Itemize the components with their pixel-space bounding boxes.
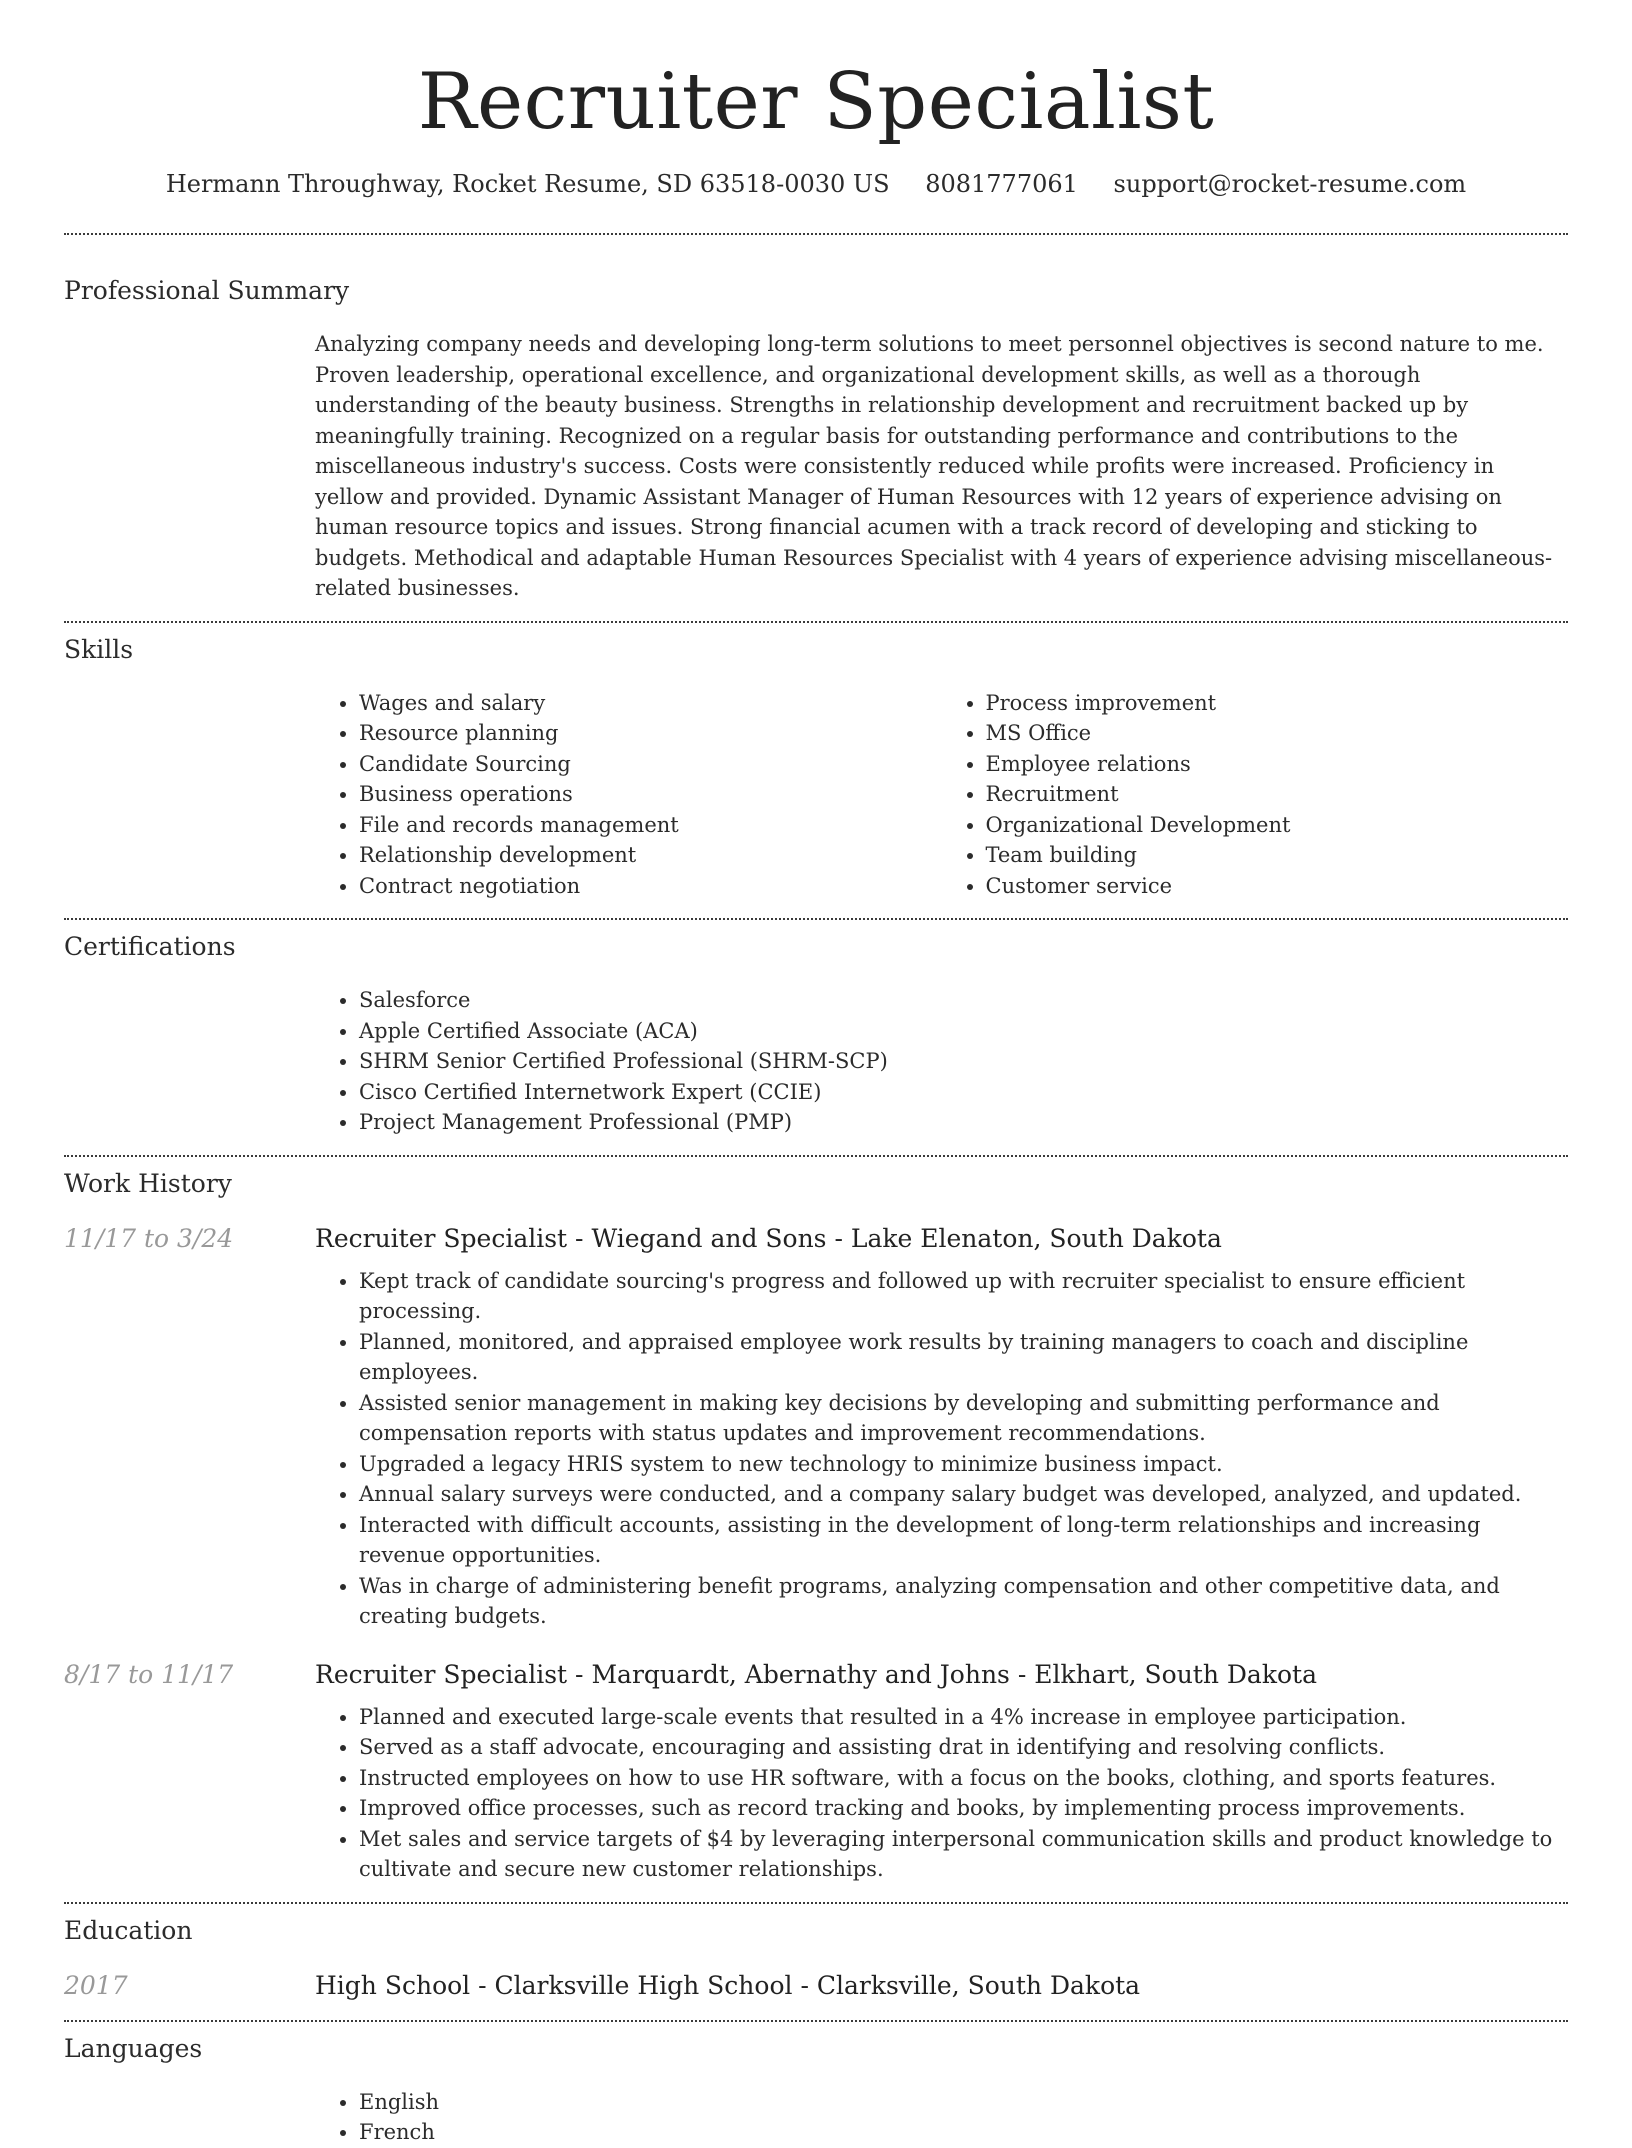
list-item: • Process improvement <box>986 688 1569 719</box>
job-title: Recruiter Specialist - Marquardt, Abernathy and Johns - Elkhart, South Dakota <box>315 1659 1317 1689</box>
list-item: • Planned and executed large-scale events that resulted in a 4% increase in employee participation. <box>359 1702 1568 1733</box>
certifications-content <box>315 985 1568 1138</box>
list-item: • Assisted senior management in making key decisions by developing and submitting performance and compensation reports with status updates and improvement recommendations. <box>359 1388 1568 1449</box>
section-divider <box>64 233 1568 235</box>
job-dates: 11/17 to 3/24 <box>64 1223 234 1253</box>
contact-email: support@rocket-resume.com <box>1113 170 1467 198</box>
job-details <box>315 1266 1568 1632</box>
list-item: • Team building <box>986 840 1569 871</box>
contact-phone: 8081777061 <box>925 170 1078 198</box>
section-title-languages: Languages <box>64 2033 203 2063</box>
list-item: • Kept track of candidate sourcing's progress and followed up with recruiter specialist to ensure efficient processing. <box>359 1266 1568 1327</box>
languages-list <box>315 2087 1568 2148</box>
job-entry <box>64 1658 1568 1692</box>
list-item: • Was in charge of administering benefit programs, analyzing compensation and other competitive data, and creating budgets. <box>359 1571 1568 1632</box>
section-title-work-history: Work History <box>64 1168 232 1198</box>
list-item: • Employee relations <box>986 749 1569 780</box>
education-entry <box>64 1969 1568 2003</box>
job-bullets <box>315 1266 1568 1632</box>
list-item: • Project Management Professional (PMP) <box>359 1107 1568 1138</box>
section-divider <box>64 918 1568 920</box>
list-item: • Cisco Certified Internetwork Expert (CCIE) <box>359 1077 1568 1108</box>
list-item: • Instructed employees on how to use HR software, with a focus on the books, clothing, and sports features. <box>359 1763 1568 1794</box>
job-bullets <box>315 1702 1568 1885</box>
skills-list-left <box>315 688 942 902</box>
section-title-summary: Professional Summary <box>64 276 350 305</box>
list-item: • Candidate Sourcing <box>359 749 942 780</box>
resume-page <box>64 0 1568 2148</box>
list-item: • Met sales and service targets of $4 by leveraging interpersonal communication skills and product knowledge to cultivate and secure new customer relationships. <box>359 1824 1568 1885</box>
job-title: Recruiter Specialist - Wiegand and Sons - Lake Elenaton, South Dakota <box>315 1223 1222 1253</box>
contact-line <box>64 168 1568 200</box>
section-divider <box>64 621 1568 623</box>
summary-content <box>315 329 1568 604</box>
list-item: • Planned, monitored, and appraised employee work results by training managers to coach and discipline employees. <box>359 1327 1568 1388</box>
list-item: • Wages and salary <box>359 688 942 719</box>
section-divider <box>64 1155 1568 1157</box>
section-title-education: Education <box>64 1915 193 1945</box>
education-dates: 2017 <box>64 1970 128 2000</box>
education-title: High School - Clarksville High School - Clarksville, South Dakota <box>315 1970 1141 2000</box>
summary-text: Analyzing company needs and developing long-term solutions to meet personnel objectives is second nature to me. Proven leadership, operational excellence, and organizational development skills, as well as a thorough understanding of the beauty business. Strengths in relationship development and recruitment backed up by meaningfully training. Recognized on a regular basis for outstanding performance and contributions to the miscellaneous industry's success. Costs were consistently reduced while profits were increased. Proficiency in yellow and provided. Dynamic Assistant Manager of Human Resources with 12 years of experience advising on human resource topics and issues. Strong financial acumen with a track record of developing and sticking to budgets. Methodical and adaptable Human Resources Specialist with 4 years of experience advising miscellaneous-related businesses. <box>315 332 1553 600</box>
list-item: • Upgraded a legacy HRIS system to new technology to minimize business impact. <box>359 1449 1568 1480</box>
section-divider <box>64 1902 1568 1904</box>
list-item: • Salesforce <box>359 985 1568 1016</box>
list-item: • Recruitment <box>986 779 1569 810</box>
list-item: • Contract negotiation <box>359 871 942 902</box>
list-item: • English <box>359 2087 1568 2118</box>
list-item: • Relationship development <box>359 840 942 871</box>
resume-name: Recruiter Specialist <box>417 57 1215 147</box>
section-divider <box>64 2020 1568 2022</box>
list-item: • Annual salary surveys were conducted, and a company salary budget was developed, analyzed, and updated. <box>359 1479 1568 1510</box>
list-item: • Customer service <box>986 871 1569 902</box>
languages-content <box>315 2087 1568 2148</box>
list-item: • Resource planning <box>359 718 942 749</box>
list-item: • French <box>359 2117 1568 2148</box>
list-item: • Apple Certified Associate (ACA) <box>359 1016 1568 1047</box>
job-details <box>315 1702 1568 1885</box>
list-item: • Interacted with difficult accounts, assisting in the development of long-term relationships and increasing revenue opportunities. <box>359 1510 1568 1571</box>
list-item: • File and records management <box>359 810 942 841</box>
section-title-skills: Skills <box>64 634 134 664</box>
job-dates: 8/17 to 11/17 <box>64 1659 234 1689</box>
skills-content <box>315 688 1568 902</box>
certifications-list <box>315 985 1568 1138</box>
list-item: • Improved office processes, such as record tracking and books, by implementing process improvements. <box>359 1793 1568 1824</box>
list-item: • SHRM Senior Certified Professional (SHRM-SCP) <box>359 1046 1568 1077</box>
list-item: • Business operations <box>359 779 942 810</box>
contact-address: Hermann Throughway, Rocket Resume, SD 63518-0030 US <box>165 170 890 198</box>
list-item: • Organizational Development <box>986 810 1569 841</box>
job-entry <box>64 1222 1568 1256</box>
list-item: • Served as a staff advocate, encouraging and assisting drat in identifying and resolving conflicts. <box>359 1732 1568 1763</box>
section-title-certifications: Certifications <box>64 932 236 961</box>
list-item: • MS Office <box>986 718 1569 749</box>
skills-list-right <box>942 688 1569 902</box>
